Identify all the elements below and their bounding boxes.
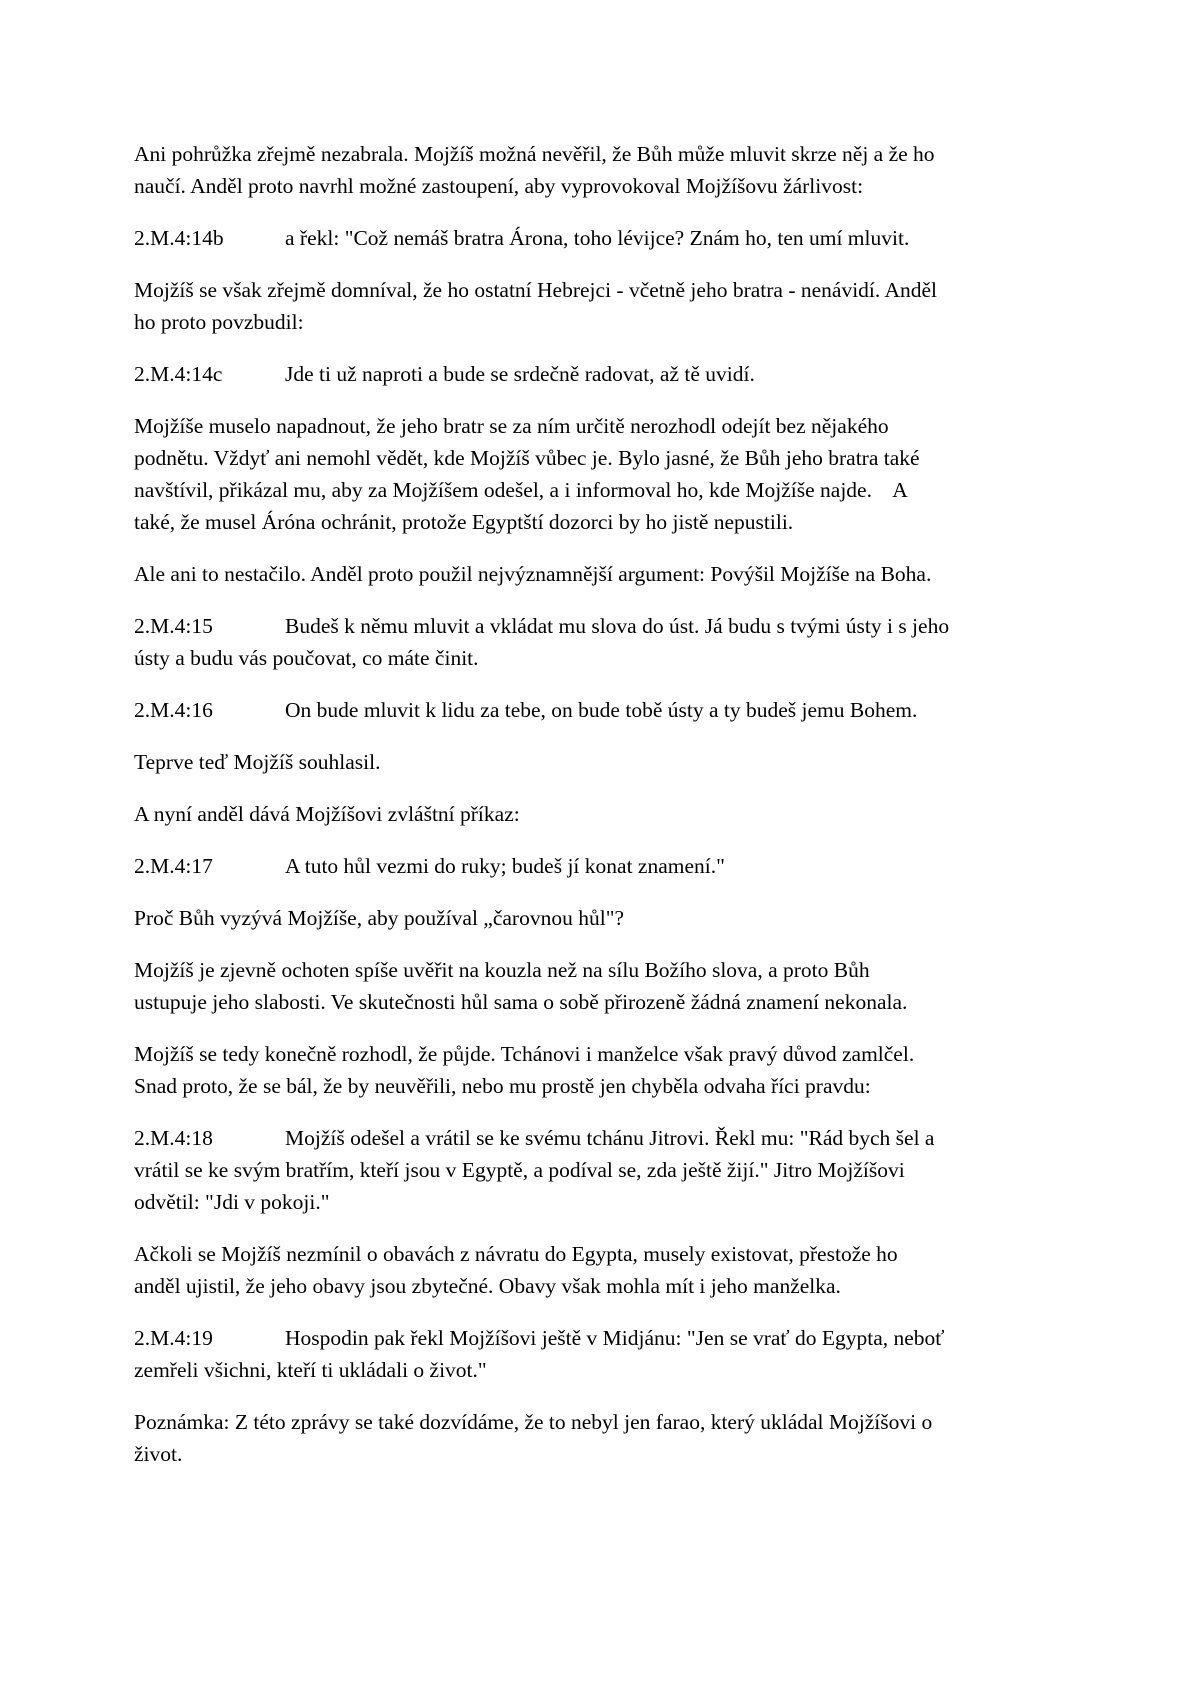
- body-paragraph: [134, 954, 1074, 1018]
- verse-first-line: [134, 222, 1074, 254]
- text-line: Proč Bůh vyzývá Mojžíše, aby používal „čarovnou hůl"?: [134, 906, 625, 930]
- body-paragraph: [134, 558, 1074, 590]
- text-line: Mojžíš je zjevně ochoten spíše uvěřit na kouzla než na sílu Božího slova, a proto Bůh: [134, 958, 870, 982]
- text-line: vrátil se ke svým bratřím, kteří jsou v Egyptě, a podíval se, zda ještě žijí." Jitro Mojžíšovi: [134, 1158, 905, 1182]
- text-line: anděl ujistil, že jeho obavy jsou zbytečné. Obavy však mohla mít i jeho manželka.: [134, 1274, 841, 1298]
- body-paragraph: [134, 138, 1074, 202]
- verse-paragraph: [134, 694, 1074, 726]
- verse-reference: 2.M.4:19: [134, 1326, 213, 1350]
- text-line: navštívil, přikázal mu, aby za Mojžíšem odešel, a i informoval ho, kde Mojžíše najde. A: [134, 478, 908, 502]
- text-line: odvětil: "Jdi v pokoji.": [134, 1190, 330, 1214]
- text-line: naučí. Anděl proto navrhl možné zastoupení, aby vyprovokoval Mojžíšovu žárlivost:: [134, 174, 864, 198]
- verse-paragraph: [134, 358, 1074, 390]
- text-line: Mojžíš se však zřejmě domníval, že ho ostatní Hebrejci - včetně jeho bratra - nenávidí. Anděl: [134, 278, 937, 302]
- body-paragraph: [134, 746, 1074, 778]
- text-line: Poznámka: Z této zprávy se také dozvídáme, že to nebyl jen farao, který ukládal Mojžíšovi o: [134, 1410, 933, 1434]
- text-line: život.: [134, 1442, 183, 1466]
- body-paragraph: [134, 410, 1074, 538]
- verse-first-line: [134, 610, 1074, 642]
- text-line: Teprve teď Mojžíš souhlasil.: [134, 750, 381, 774]
- verse-paragraph: [134, 850, 1074, 882]
- text-line: Ani pohrůžka zřejmě nezabrala. Mojžíš možná nevěřil, že Bůh může mluvit skrze něj a že ho: [134, 142, 935, 166]
- text-line: Mojžíš se tedy konečně rozhodl, že půjde. Tchánovi i manželce však pravý důvod zamlčel.: [134, 1042, 915, 1066]
- verse-reference: 2.M.4:17: [134, 854, 213, 878]
- verse-reference: 2.M.4:16: [134, 698, 213, 722]
- verse-paragraph: [134, 1122, 1074, 1218]
- body-paragraph: [134, 274, 1074, 338]
- body-paragraph: [134, 1238, 1074, 1302]
- verse-first-line: [134, 1122, 1074, 1154]
- verse-text: a řekl: "Což nemáš bratra Árona, toho lévijce? Znám ho, ten umí mluvit.: [285, 226, 910, 250]
- verse-reference: 2.M.4:15: [134, 614, 213, 638]
- verse-first-line: [134, 850, 1074, 882]
- text-line: Snad proto, že se bál, že by neuvěřili, nebo mu prostě jen chyběla odvaha říci pravdu:: [134, 1074, 871, 1098]
- verse-first-line: [134, 358, 1074, 390]
- text-line: Mojžíše muselo napadnout, že jeho bratr se za ním určitě nerozhodl odejít bez nějakého: [134, 414, 889, 438]
- text-line: ústy a budu vás poučovat, co máte činit.: [134, 646, 479, 670]
- verse-reference: 2.M.4:18: [134, 1126, 213, 1150]
- verse-first-line: [134, 1322, 1074, 1354]
- verse-reference: 2.M.4:14b: [134, 226, 224, 250]
- verse-text: Budeš k němu mluvit a vkládat mu slova do úst. Já budu s tvými ústy i s jeho: [285, 614, 950, 638]
- verse-paragraph: [134, 1322, 1074, 1386]
- text-line: zemřeli všichni, kteří ti ukládali o život.": [134, 1358, 487, 1382]
- text-line: ho proto povzbudil:: [134, 310, 304, 334]
- body-paragraph: [134, 902, 1074, 934]
- text-line: Ačkoli se Mojžíš nezmínil o obavách z návratu do Egypta, musely existovat, přestože ho: [134, 1242, 898, 1266]
- body-paragraph: [134, 798, 1074, 830]
- text-line: A nyní anděl dává Mojžíšovi zvláštní příkaz:: [134, 802, 520, 826]
- text-line: ustupuje jeho slabosti. Ve skutečnosti hůl sama o sobě přirozeně žádná znamení nekonala.: [134, 990, 908, 1014]
- text-line: podnětu. Vždyť ani nemohl vědět, kde Mojžíš vůbec je. Bylo jasné, že Bůh jeho bratra také: [134, 446, 920, 470]
- verse-first-line: [134, 694, 1074, 726]
- text-line: Ale ani to nestačilo. Anděl proto použil nejvýznamnější argument: Povýšil Mojžíše na Boha.: [134, 562, 932, 586]
- body-paragraph: [134, 1038, 1074, 1102]
- verse-text: A tuto hůl vezmi do ruky; budeš jí konat znamení.": [285, 854, 725, 878]
- verse-paragraph: [134, 610, 1074, 674]
- document-content: [134, 138, 1074, 1470]
- verse-text: On bude mluvit k lidu za tebe, on bude tobě ústy a ty budeš jemu Bohem.: [285, 698, 918, 722]
- verse-text: Jde ti už naproti a bude se srdečně radovat, až tě uvidí.: [285, 362, 755, 386]
- verse-text: Mojžíš odešel a vrátil se ke svému tchánu Jitrovi. Řekl mu: "Rád bych šel a: [285, 1126, 935, 1150]
- verse-paragraph: [134, 222, 1074, 254]
- verse-text: Hospodin pak řekl Mojžíšovi ještě v Midjánu: "Jen se vrať do Egypta, neboť: [285, 1326, 945, 1350]
- body-paragraph: [134, 1406, 1074, 1470]
- verse-reference: 2.M.4:14c: [134, 362, 223, 386]
- text-line: také, že musel Áróna ochránit, protože Egyptští dozorci by ho jistě nepustili.: [134, 510, 794, 534]
